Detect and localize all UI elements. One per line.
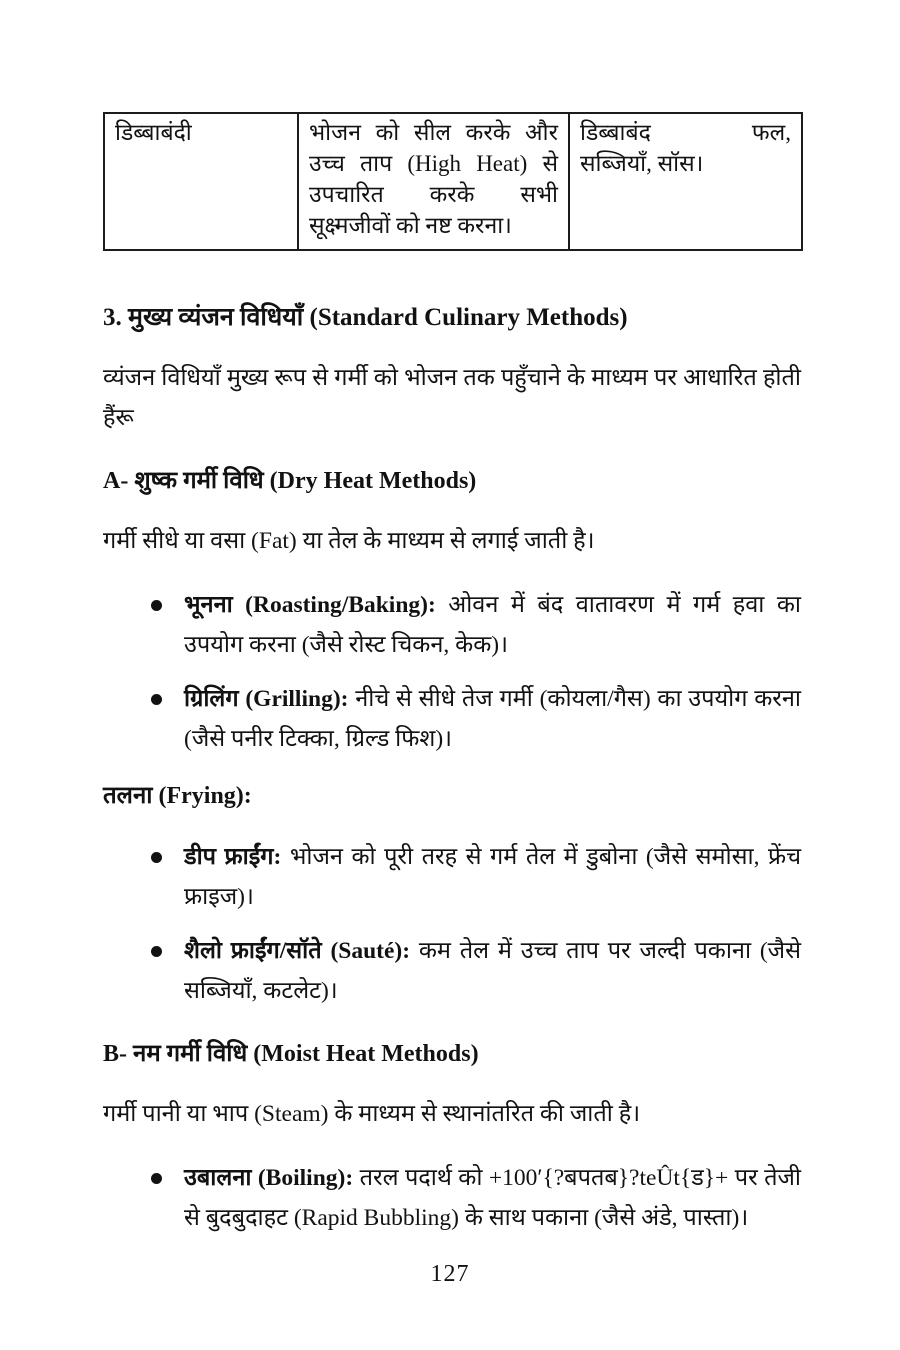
bullet-roasting xyxy=(103,585,801,665)
section-heading-main: 3. मुख्य व्यंजन विधियाँ (Standard Culinary Methods) xyxy=(103,304,628,331)
page-number: 127 xyxy=(430,1261,470,1287)
bullet-icon xyxy=(151,946,162,957)
example-word-right: फल, xyxy=(751,120,791,145)
method-description: भोजन को सील करके और उच्च ताप (High Heat) से उपचारित करके सभी सूक्ष्मजीवों को नष्ट करना। xyxy=(309,120,558,238)
bullet-icon xyxy=(151,694,162,705)
section-heading-a: A- शुष्क गर्मी विधि (Dry Heat Methods) xyxy=(103,468,477,494)
bullet-body: ओवन में बंद वातावरण में गर्म हवा का उपयोग करना (जैसे रोस्ट चिकन, केक)। xyxy=(184,592,801,658)
table-cell-description xyxy=(298,113,569,250)
bullet-deep-frying xyxy=(103,837,801,917)
bullet-lead: ग्रिलिंग (Grilling): xyxy=(184,686,349,712)
bullet-lead: उबालना (Boiling): xyxy=(184,1165,354,1191)
bullet-lead: भूनना (Roasting/Baking): xyxy=(184,592,436,618)
bullet-body: कम तेल में उच्च ताप पर जल्दी पकाना (जैसे सब्जियाँ, कटलेट)। xyxy=(184,938,802,1004)
page-content xyxy=(103,112,801,1238)
main-intro-paragraph: व्यंजन विधियाँ मुख्य रूप से गर्मी को भोजन तक पहुँचाने के माध्यम पर आधारित होती हैंरू xyxy=(103,365,801,431)
frying-section xyxy=(103,779,801,1011)
heading-frying: तलना (Frying): xyxy=(103,783,252,809)
table-cell-method xyxy=(104,113,298,250)
method-name: डिब्बाबंदी xyxy=(115,120,192,145)
section-heading-b: B- नम गर्मी विधि (Moist Heat Methods) xyxy=(103,1041,479,1067)
table-cell-example xyxy=(569,113,802,250)
bullet-body: तरल पदार्थ को +100′{?बपतब}?teÛt{ड}+ पर तेजी से बुदबुदाहट (Rapid Bubbling) के साथ पकाना (जैसे अंडे, पास्ता)। xyxy=(184,1165,802,1231)
bullet-lead: डीप फ्राईंग: xyxy=(184,844,282,870)
bullet-body: भोजन को पूरी तरह से गर्म तेल में डुबोना (जैसे समोसा, फ्रेंच फ्राइज)। xyxy=(184,844,802,910)
section-a-intro: गर्मी सीधे या वसा (Fat) या तेल के माध्यम से लगाई जाती है। xyxy=(103,528,595,554)
example-word-left: डिब्बाबंद xyxy=(580,120,651,145)
bullet-icon xyxy=(151,852,162,863)
preservation-table xyxy=(103,112,803,251)
example-line-2: सब्जियाँ, सॉस। xyxy=(580,151,704,176)
bullet-shallow-frying xyxy=(103,931,801,1011)
bullet-boiling xyxy=(103,1158,801,1238)
bullet-lead: शैलो फ्राईंग/सॉते (Sauté): xyxy=(184,938,411,964)
bullet-grilling xyxy=(103,679,801,759)
section-b-intro: गर्मी पानी या भाप (Steam) के माध्यम से स्थानांतरित की जाती है। xyxy=(103,1101,641,1127)
example-line-1 xyxy=(580,117,791,148)
table-row xyxy=(104,113,802,250)
bullet-body: नीचे से सीधे तेज गर्मी (कोयला/गैस) का उपयोग करना (जैसे पनीर टिक्का, ग्रिल्ड फिश)। xyxy=(184,686,802,752)
bullet-icon xyxy=(151,1173,162,1184)
bullet-icon xyxy=(151,600,162,611)
